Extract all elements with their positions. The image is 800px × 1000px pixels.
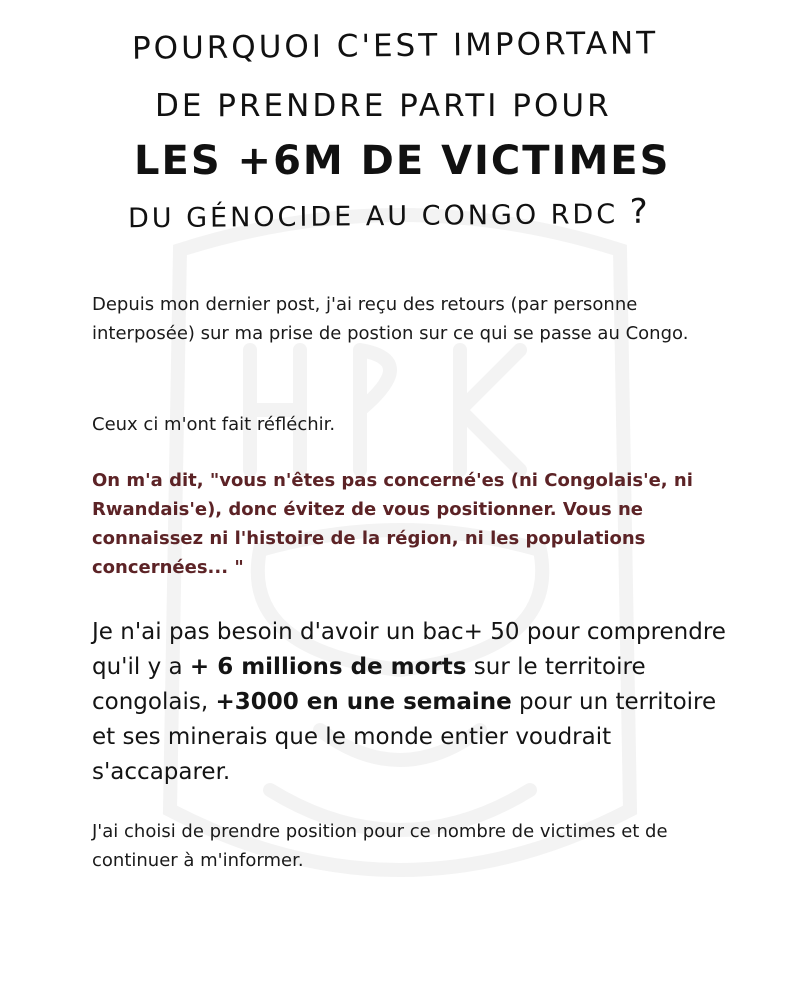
paragraph-intro: Depuis mon dernier post, j'ai reçu des retours (par personne interposée) sur ma prise de postion sur ce qui se passe au Congo. (92, 294, 689, 344)
title-line-1: POURQUOI C'EST IMPORTANT (131, 25, 659, 67)
paragraph-quote: On m'a dit, "vous n'êtes pas concerné'es (ni Congolais'e, ni Rwandais'e), donc évitez de vous positionner. Vous ne connaissez ni l'histoire de la région, ni les populations concernées... " (92, 470, 693, 578)
statement-bold-deaths: + 6 millions de morts (189, 654, 467, 680)
statement-part-3: pour un territoire et ses minerais que le monde entier voudrait s'accaparer. (92, 689, 717, 785)
statement-part-1: Je n'ai pas besoin d'avoir un bac+ 50 pour comprendre qu'il y a (92, 619, 726, 680)
paragraph-conclusion: J'ai choisi de prendre position pour ce nombre de victimes et de continuer à m'informer. (92, 821, 668, 871)
paragraph-main-statement (92, 615, 732, 790)
paragraph-reflection: Ceux ci m'ont fait réfléchir. (92, 414, 336, 435)
handwritten-title (100, 12, 720, 242)
title-line-2: DE PRENDRE PARTI POUR (155, 88, 612, 124)
title-line-4 (128, 192, 651, 237)
title-question-mark: ? (629, 191, 651, 232)
statement-bold-week: +3000 en une semaine (215, 689, 512, 715)
statement-part-2: sur le territoire congolais, (92, 654, 646, 715)
title-line-3: LES +6M DE VICTIMES (134, 138, 671, 184)
title-line-4-text: DU GÉNOCIDE AU CONGO RDC (127, 199, 619, 235)
